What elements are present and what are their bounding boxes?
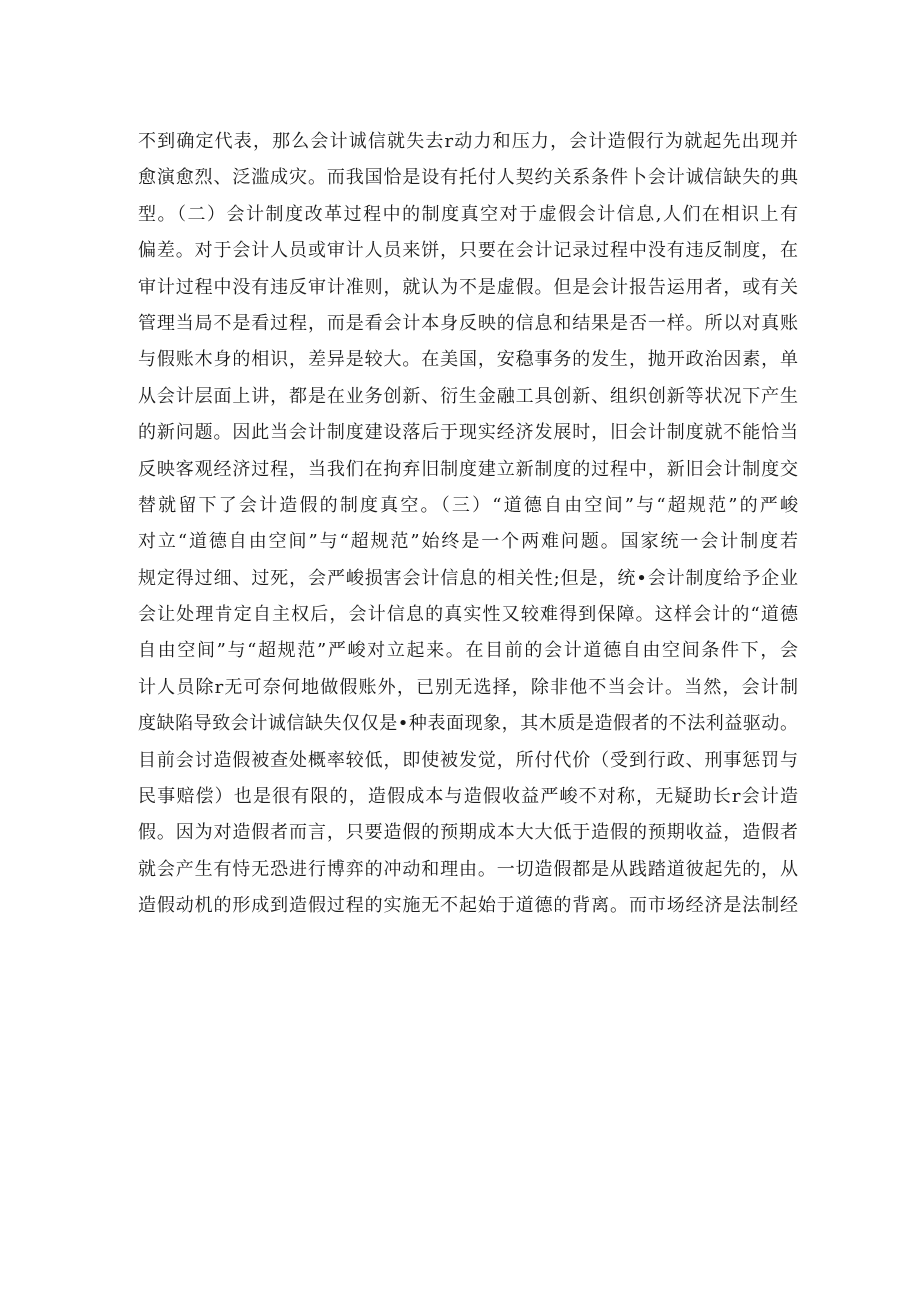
text-line: 民事赔偿）也是很有限的，造假成本与造假收益严峻不对称，无疑助长r会计造	[138, 786, 798, 808]
text-line: 规定得过细、过死，会严峻损害会计信息的相关性;但是，统•会计制度给予企业	[138, 567, 798, 589]
text-line: 的新问题。因此当会计制度建设落后于现实经济发展时，旧会计制度就不能恰当	[138, 422, 798, 444]
text-line: 管理当局不是看过程，而是看会计本身反映的信息和结果是否一样。所以对真账	[138, 312, 798, 334]
text-line: 会让处理肯定自主权后，会计信息的真实性又较难得到保障。这样会计的“道德	[138, 604, 798, 626]
body-text	[138, 124, 798, 925]
text-line: 从会计层面上讲，都是在业务创新、衍生金融工具创新、组织创新等状况下产生	[138, 385, 798, 407]
text-line: 愈演愈烈、泛滥成灾。而我国恰是设有托付人契约关系条件卜会计诚信缺失的典	[138, 167, 798, 189]
text-line: 度缺陷导致会计诚信缺失仅仅是•种表面现象，其木质是造假者的不法利益驱动。	[138, 713, 798, 735]
text-line: 反映客观经济过程，当我们在拘弃旧制度建立新制度的过程中，新旧会计制度交	[138, 458, 798, 480]
text-line: 造假动机的形成到造假过程的实施无不起始于道德的背离。而市场经济是法制经	[138, 895, 798, 917]
text-line: 审计过程中没有违反审计准则，就认为不是虚假。但是会计报告运用者，或有关	[138, 276, 798, 298]
text-line: 对立“道德自由空间”与“超规范”始终是一个两难问题。国家统一会计制度若	[138, 531, 798, 553]
text-line: 自由空间”与“超规范”严峻对立起来。在目前的会计道德自由空间条件下，会	[138, 640, 798, 662]
text-line: 不到确定代表，那么会计诚信就失去r动力和压力，会计造假行为就起先出现并	[138, 131, 798, 152]
text-line: 目前会讨造假被查处概率较低，即使被发觉，所付代价（受到行政、刑事惩罚与	[138, 749, 798, 771]
text-line: 计人员除r无可奈何地做假账外，已别无选择，除非他不当会计。当然，会计制	[138, 676, 798, 698]
text-line: 与假账木身的相识，差异是较大。在美国，安稳事务的发生，抛开政治因素，单	[138, 349, 798, 371]
text-line: 假。因为对造假者而言，只要造假的预期成本大大低于造假的预期收益，造假者	[138, 822, 798, 844]
text-line: 偏差。对于会计人员或审计人员来饼，只要在会计记录过程中没有违反制度，在	[138, 240, 798, 262]
text-line: 型。（二）会计制度改革过程中的制度真空对于虚假会计信息,人们在相识上有	[138, 203, 798, 225]
text-line: 就会产生有恃无恐进行博弈的冲动和理由。一切造假都是从践踏道彼起先的，从	[138, 858, 798, 880]
text-line: 替就留下了会计造假的制度真空。（三）“道德自由空间”与“超规范”的严峻	[138, 494, 798, 516]
